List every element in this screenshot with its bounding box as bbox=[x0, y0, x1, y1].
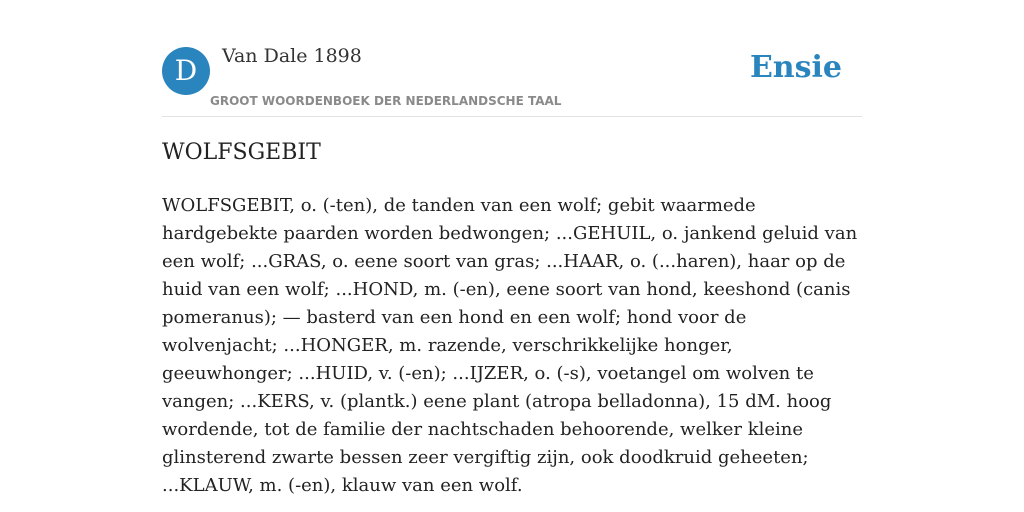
avatar[interactable]: D bbox=[162, 47, 210, 95]
page-title: WOLFSGEBIT bbox=[162, 140, 321, 165]
definition-text: WOLFSGEBIT, o. (-ten), de tanden van een wolf; gebit waarmede hardgebekte paarden worden bedwongen; ...GEHUIL, o. jankend geluid van een wolf; ...GRAS, o. eene soort van gras; ...HAAR, o. (...haren), haar op de huid van een wolf; ...HOND, m. (-en), eene soort van hond, keeshond (canis pomeranus); — basterd van een hond en een wolf; hond voor de wolvenjacht; ...HONGER, m. razende, verschrikkelijke honger, geeuwhonger; ...HUID, v. (-en); ...IJZER, o. (-s), voetangel om wolven te vangen; ...KERS, v. (plantk.) eene plant (atropa belladonna), 15 dM. hoog wordende, tot de familie der nachtschaden behoorende, welker kleine glinsterend zwarte bessen zeer vergiftig zijn, ook doodkruid geheeten; ...KLAUW, m. (-en), klauw van een wolf. bbox=[162, 195, 858, 496]
header bbox=[162, 0, 862, 117]
source-title[interactable]: Van Dale 1898 bbox=[222, 45, 362, 67]
brand-logo[interactable]: Ensie bbox=[749, 50, 842, 85]
source-subtitle: GROOT WOORDENBOEK DER NEDERLANDSCHE TAAL bbox=[210, 94, 562, 108]
